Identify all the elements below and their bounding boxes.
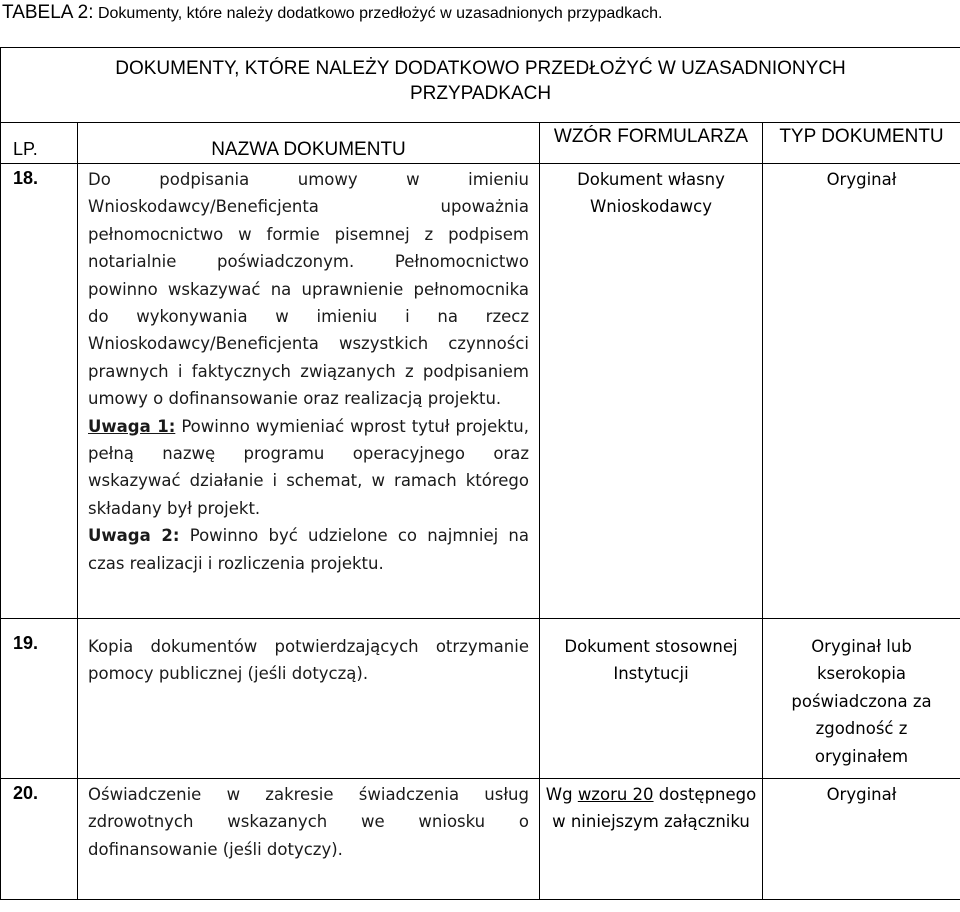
- row-note-2: [88, 522, 529, 577]
- form-link[interactable]: wzoru 20: [577, 785, 654, 805]
- note-2-label: Uwaga 2:: [88, 526, 180, 546]
- row-form: Dokument stosownej Instytucji: [540, 619, 763, 779]
- header-lp: LP.: [1, 123, 78, 164]
- row-form: Dokument własny Wnioskodawcy: [540, 164, 763, 619]
- table-row: [1, 164, 960, 619]
- note-2-text: Powinno być udzielone co najmniej na czas realizacji i rozliczenia projektu.: [88, 526, 529, 573]
- row-lp: 20.: [1, 779, 78, 900]
- form-prefix: Wg: [545, 785, 578, 805]
- table-caption: [2, 2, 662, 24]
- row-type: Oryginał: [763, 779, 960, 900]
- documents-table: [0, 47, 960, 900]
- table-title-row: [1, 48, 960, 123]
- row-lp: 19.: [1, 619, 78, 779]
- row-name: Kopia dokumentów potwierdzających otrzymanie pomocy publicznej (jeśli dotyczą).: [78, 619, 540, 779]
- row-type: Oryginał lub kserokopia poświadczona za zgodność z oryginałem: [763, 619, 960, 779]
- form-suffix: dostępnego w niniejszym załączniku: [552, 785, 757, 832]
- note-1-text: Powinno wymieniać wprost tytuł projektu, pełną nazwę programu operacyjnego oraz wskazywać działanie i schemat, w ramach którego składany był projekt.: [88, 416, 530, 518]
- header-name: NAZWA DOKUMENTU: [78, 123, 540, 164]
- caption-label: TABELA 2:: [2, 2, 94, 23]
- row-form: [540, 779, 763, 900]
- row-lp: 18.: [1, 164, 78, 619]
- row-note-1: [88, 413, 529, 523]
- table-row: [1, 779, 960, 900]
- caption-text: Dokumenty, które należy dodatkowo przedłożyć w uzasadnionych przypadkach.: [93, 5, 663, 22]
- note-1-label: Uwaga 1:: [88, 416, 176, 436]
- table-header-row: [1, 123, 960, 164]
- table-title: DOKUMENTY, KTÓRE NALEŻY DODATKOWO PRZEDŁOŻYĆ W UZASADNIONYCH PRZYPADKACH: [1, 48, 960, 123]
- row-name: [78, 164, 540, 619]
- header-form: WZÓR FORMULARZA: [540, 123, 763, 164]
- header-type: TYP DOKUMENTU: [763, 123, 960, 164]
- row-type: Oryginał: [763, 164, 960, 619]
- row-name-main: Do podpisania umowy w imieniu Wnioskodawcy/Beneficjenta upoważnia pełnomocnictwo w formie pisemnej z podpisem notarialnie poświadczonym. Pełnomocnictwo powinno wskazywać na uprawnienie pełnomocnika do wykonywania w imieniu i na rzecz Wnioskodawcy/Beneficjenta wszystkich czynności prawnych i faktycznych związanych z podpisaniem umowy o dofinansowanie oraz realizacją projektu.: [88, 170, 529, 409]
- row-name: Oświadczenie w zakresie świadczenia usług zdrowotnych wskazanych we wniosku o dofinansowanie (jeśli dotyczy).: [78, 779, 540, 900]
- table-row: [1, 619, 960, 779]
